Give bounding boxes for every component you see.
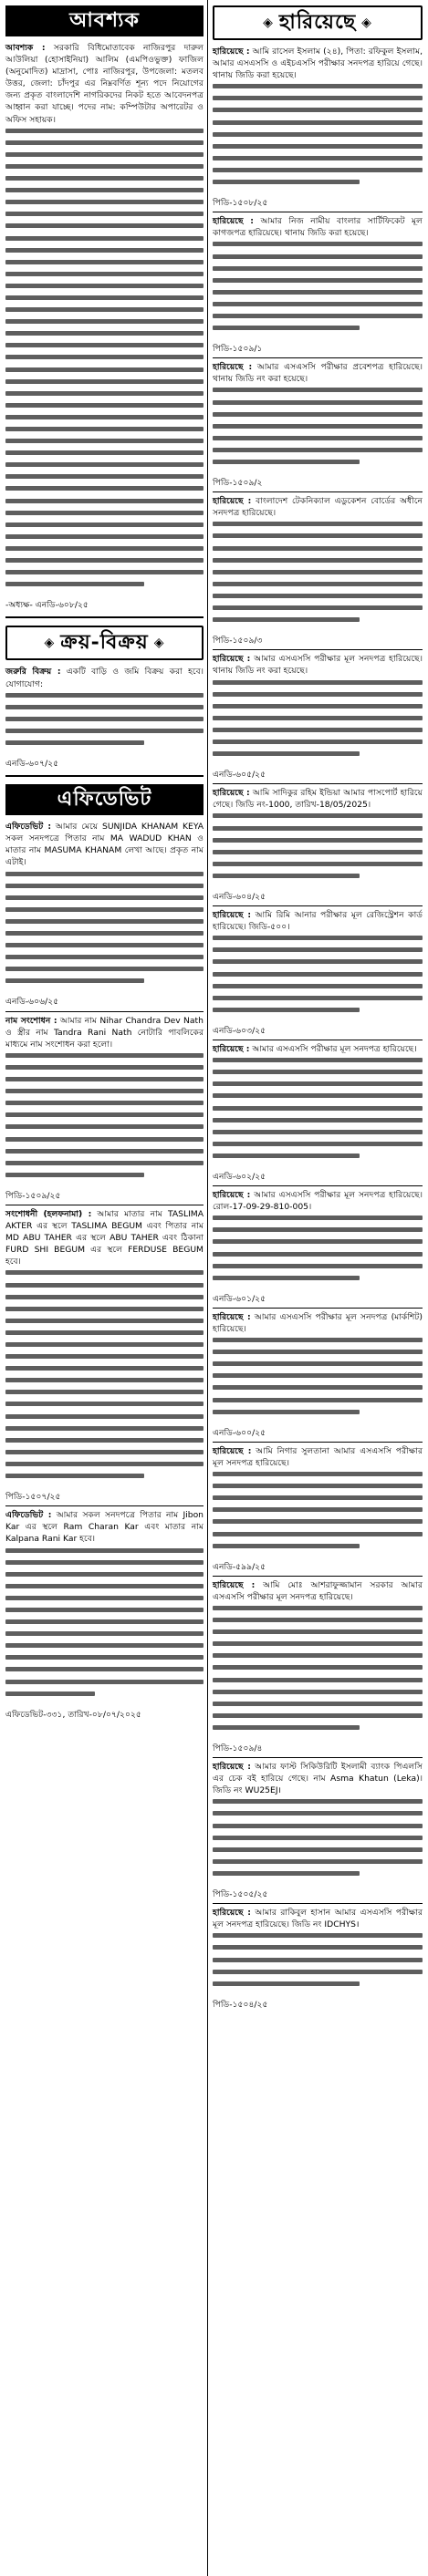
- list-item: হারিয়েছে : আমি রাসেল ইসলাম (২৪), পিতা: রফিকুল ইসলাম, আমার এসএসসি ও এইচএসসি পরীক্ষার সনদপত্র হারিয়ে গেছে। থানায় জিডি করা হয়েছে। পিডি-১৫০৮/২৫: [213, 47, 423, 209]
- list-item: হারিয়েছে : আমার এসএসসি পরীক্ষার প্রবেশপত্র হারিয়েছে। থানায় জিডি নং করা হয়েছে। পিডি-১৫০৯/২: [213, 362, 423, 489]
- wanted-header-text: আবশ্যক: [69, 7, 140, 32]
- list-item: হারিয়েছে : আমি নিগার সুলতানা আমার এসএসসি পরীক্ষার মূল সনদপত্র হারিয়েছে। এনডি-৫৯৯/২৫: [213, 1445, 423, 1572]
- trade-ad: [5, 666, 204, 770]
- wanted-ad-code: -অধ্যক্ষ- এনডি-৬০৮/২৫: [5, 600, 89, 611]
- list-item: হারিয়েছে : বাংলাদেশ টেকনিক্যাল এডুকেশন বোর্ডের অধীনে সনদপত্র হারিয়েছে। পিডি-১৫০৯/৩: [213, 496, 423, 647]
- wanted-ad-text: সরকারি বিধিমোতাবেক নাজিরপুর দারুল আউলিয়া (হোসাইনিয়া) আলিম (এমপিওভুক্ত) ফাজিল (অনুমোদিত) মাদ্রাসা, পোঃ নাজিরপুর, উপজেলা: মতলব উত্তর, জেলা: চাঁদপুর এর নিম্নবর্ণিত শূন্য পদে নিয়োগের জন্য প্রকৃত বাংলাদেশি নাগরিকদের নিকট হতে আবেদনপত্র আহ্বান করা যাচ্ছে। পদের নাম: কম্পিউটার অপারেটর ও অফিস সহায়ক।: [5, 43, 204, 125]
- list-item: এফিডেভিট : আমার সকল সনদপত্রে পিতার নাম Jibon Kar এর স্থলে Ram Charan Kar এবং মাতার নাম Kalpana Rani Kar হবে। এফিডেভিট-৩৩১, তারিখ-০৮/০৭/২০২৫: [5, 1510, 204, 1720]
- trade-section-header: [5, 626, 204, 660]
- list-item: হারিয়েছে : আমি সাদিকুর রহিম ইন্ডিয়া আমার পাসপোর্ট হারিয়ে গেছে। জিডি নং-1000, তারিখ-18/05/2025। এনডি-৬০৪/২৫: [213, 788, 423, 902]
- list-item: হারিয়েছে : আমার ফাস্ট সিকিউরিটি ইসলামী ব্যাংক পিএলসি এর চেক বই হারিয়ে গেছে। নাম Asma Khatun (Leka)। জিডি নং WU25EJ। পিডি-১৫০৫/২৫: [213, 1762, 423, 1900]
- list-item: হারিয়েছে : আমার এসএসসি পরীক্ষার মূল সনদপত্র হারিয়েছে। থানায় জিডি নং করা হয়েছে। এনডি-৬০৫/২৫: [213, 654, 423, 781]
- list-item: হারিয়েছে : আমি মোঃ আশরাফুজ্জামান সরকার আমার এসএসসি পরীক্ষার মূল সনদপত্র হারিয়েছে। পিডি-১৫০৯/৪: [213, 1579, 423, 1754]
- list-item: হারিয়েছে : আমি রিমি আনার পরীক্ষার মূল রেজিস্ট্রেশন কার্ড হারিয়েছে। জিডি-৫০০। এনডি-৬০৩/২৫: [213, 910, 423, 1036]
- affidavit-section-header: [5, 784, 204, 815]
- list-item: নাম সংশোধন : আমার নাম Nihar Chandra Dev Nath ও স্ত্রীর নাম Tandra Rani Nath নোটারি পাবলিকের মাধ্যমে নাম সংশোধন করা হলো। পিডি-১৫০৯/২৫: [5, 1015, 204, 1201]
- list-item: হারিয়েছে : আমার এসএসসি পরীক্ষার মূল সনদপত্র হারিয়েছে। এনডি-৬০২/২৫: [213, 1043, 423, 1183]
- wanted-ad: [5, 42, 204, 611]
- trade-ad-lead: জরুরি বিক্রয় :: [5, 667, 61, 678]
- list-item: এফিডেভিট : আমার মেয়ে SUNJIDA KHANAM KEYA সকল সনদপত্রে পিতার নাম MA WADUD KHAN ও মাতার নাম MASUMA KHANAM লেখা আছে। প্রকৃত নাম এটাই। এনডি-৬০৬/২৫: [5, 822, 204, 1008]
- ornament-left-icon: ◈: [44, 636, 56, 651]
- affidavit-header-text: এফিডেভিট: [57, 786, 152, 811]
- lost-section-header: [213, 5, 423, 40]
- wanted-ad-body-lines: [5, 129, 204, 587]
- ornament-right-icon: ◈: [361, 16, 372, 30]
- left-column: [0, 0, 208, 2576]
- list-item: সংশোধনী (হলফনামা) : আমার মাতার নাম TASLIMA AKTER এর স্থলে TASLIMA BEGUM এবং পিতার নাম MD ABU TAHER এর স্থলে ABU TAHER এবং ঠিকানা FURD SHI BEGUM এর স্থলে FERDUSE BEGUM হবে। পিডি-১৫০৭/২৫: [5, 1208, 204, 1503]
- lost-ad-list: [213, 46, 423, 2011]
- list-item: হারিয়েছে : আমার নিজ নামীয় বাংলার সার্টিফিকেট মূল কাগজপত্র হারিয়েছে। থানায় জিডি করা হয়েছে। পিডি-১৫০৯/১: [213, 216, 423, 355]
- wanted-ad-lead: আবশ্যক :: [5, 43, 46, 53]
- ornament-left-icon: ◈: [263, 16, 274, 30]
- trade-ad-text: একটি বাড়ি ও জমি বিক্রয় করা হবে। যোগাযোগ:: [5, 667, 204, 689]
- list-item: হারিয়েছে : আমার রাকিবুল হাসান আমার এসএসসি পরীক্ষার মূল সনদপত্র হারিয়েছে। জিডি নং IDCHYS। পিডি-১৫০৪/২৫: [213, 1908, 423, 2010]
- right-column: [208, 0, 428, 2576]
- trade-ad-code: এনডি-৬০৭/২৫: [5, 759, 59, 770]
- list-item: হারিয়েছে : আমার এসএসসি পরীক্ষার মূল সনদপত্র হারিয়েছে। রোল-17-09-29-810-005। এনডি-৬০১/২৫: [213, 1190, 423, 1304]
- list-item: হারিয়েছে : আমার এসএসসি পরীক্ষার মূল সনদপত্র (মার্কশিট) হারিয়েছে। এনডি-৬০০/২৫: [213, 1311, 423, 1438]
- wanted-section-header: [5, 5, 204, 36]
- trade-header-text: ক্রয়-বিক্রয়: [60, 629, 149, 654]
- lost-header-text: হারিয়েছে: [278, 9, 357, 34]
- ornament-right-icon: ◈: [153, 636, 165, 651]
- affidavit-ad-list: [5, 821, 204, 1721]
